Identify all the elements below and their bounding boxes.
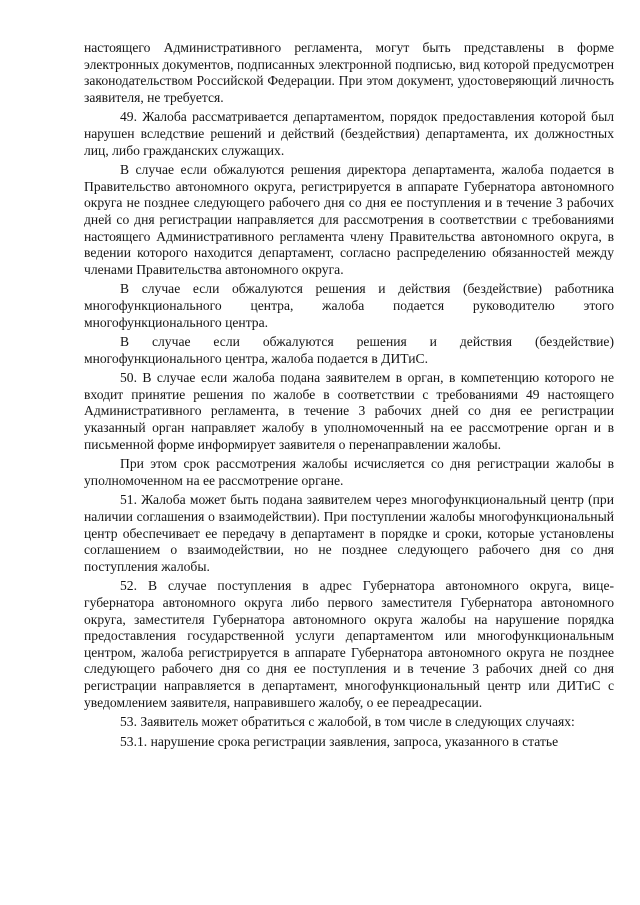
paragraph-review-period: При этом срок рассмотрения жалобы исчисляется со дня регистрации жалобы в уполномоченном на ее рассмотрение органе. — [84, 456, 614, 488]
paragraph-continuation: настоящего Административного регламента, могут быть представлены в форме электронных документов, подписанных электронной подписью, вид которой предусмотрен законодательством Российской Федерации. При этом документ, удостоверяющий личность заявителя, не требуется. — [84, 40, 614, 105]
paragraph-mfc-worker-complaint: В случае если обжалуются решения и действия (бездействие) работника многофункционального центра, жалоба подается руководителю этого многофункционального центра. — [84, 281, 614, 330]
paragraph-51: 51. Жалоба может быть подана заявителем через многофункциональный центр (при наличии соглашения о взаимодействии). При поступлении жалобы многофункциональный центр обеспечивает ее передачу в департамент в порядке и сроки, которые установлены соглашением о взаимодействии, но не позднее следующего рабочего дня со дня поступления жалобы. — [84, 492, 614, 574]
paragraph-53-1: 53.1. нарушение срока регистрации заявления, запроса, указанного в статье — [120, 733, 559, 749]
paragraph-52: 52. В случае поступления в адрес Губернатора автономного округа, вице-губернатора автономного округа либо первого заместителя Губернатора автономного округа, заместителя Губернатора автономного округа жалобы на нарушение порядка предоставления государственной услуги департаментом или многофункциональным центром, жалоба регистрируется в аппарате Губернатора автономного округа не позднее следующего рабочего дня со дня ее поступления и в течение 3 рабочих дней со дня регистрации направляется в департамент, многофункциональный центр или ДИТиС с уведомлением заявителя, направившего жалобу, о ее переадресации. — [84, 578, 614, 710]
paragraph-mfc-complaint: В случае если обжалуются решения и действия (бездействие) многофункционального центра, жалоба подается в ДИТиС. — [84, 334, 614, 366]
paragraph-50: 50. В случае если жалоба подана заявителем в орган, в компетенцию которого не входит принятие решения по жалобе в соответствии с требованиями 49 настоящего Административного регламента, в течение 3 рабочих дней со дня ее регистрации указанный орган направляет жалобу в уполномоченный на ее рассмотрение орган и в письменной форме информирует заявителя о перенаправлении жалобы. — [84, 370, 614, 452]
paragraph-49: 49. Жалоба рассматривается департаментом, порядок предоставления которой был нарушен вследствие решений и действий (бездействия) департамента, их должностных лиц, либо гражданских служащих. — [84, 109, 614, 158]
paragraph-53: 53. Заявитель может обратиться с жалобой, в том числе в следующих случаях: — [120, 714, 575, 730]
document-page — [84, 40, 614, 750]
paragraph-director-complaint: В случае если обжалуются решения директора департамента, жалоба подается в Правительство автономного округа, регистрируется в аппарате Губернатора автономного округа не позднее следующего рабочего дня со дня ее поступления и в течение 3 рабочих дней со дня регистрации направляется для рассмотрения в соответствии с требованиями настоящего Административного регламента члену Правительства автономного округа, в ведении которого находится департамент, согласно распределению обязанностей между членами Правительства автономного округа. — [84, 162, 614, 277]
